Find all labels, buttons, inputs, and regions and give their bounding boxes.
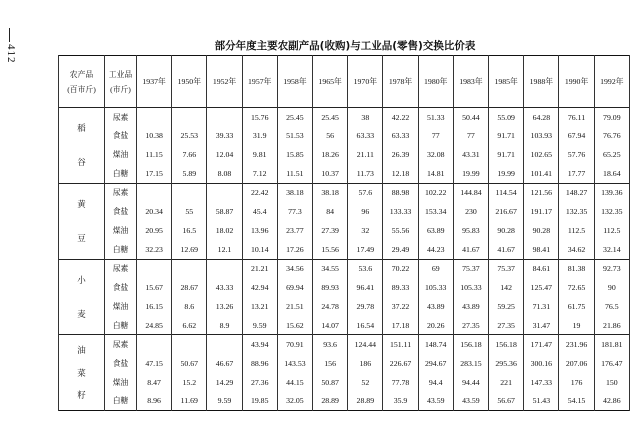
ratio-value-cell — [137, 259, 172, 278]
ratio-value-cell: 52 — [348, 373, 383, 392]
ratio-value-cell: 27.35 — [489, 316, 524, 335]
ratio-value-cell: 8.9 — [207, 316, 242, 335]
year-header: 1985年 — [489, 56, 524, 108]
ratio-value-cell: 50.87 — [313, 373, 348, 392]
ratio-value-cell: 15.85 — [277, 145, 312, 164]
ratio-value-cell: 13.26 — [207, 297, 242, 316]
ratio-value-cell: 18.02 — [207, 221, 242, 240]
year-header: 1983年 — [453, 56, 488, 108]
table-row — [59, 392, 630, 411]
industrial-item: 食盐 — [105, 126, 137, 145]
ratio-value-cell: 77.78 — [383, 373, 418, 392]
ratio-value-cell: 207.06 — [559, 354, 594, 373]
ratio-value-cell: 54.15 — [559, 392, 594, 411]
ratio-value-cell: 25.45 — [313, 108, 348, 127]
ratio-value-cell: 283.15 — [453, 354, 488, 373]
ratio-value-cell: 47.15 — [137, 354, 172, 373]
ratio-value-cell: 31.47 — [524, 316, 559, 335]
ratio-value-cell: 39.33 — [207, 126, 242, 145]
ratio-value-cell: 12.1 — [207, 240, 242, 259]
ratio-value-cell: 38.18 — [313, 183, 348, 202]
ratio-value-cell: 5.89 — [172, 164, 207, 183]
ratio-value-cell: 19.99 — [489, 164, 524, 183]
agri-product-char: 小 — [77, 274, 86, 285]
ratio-value-cell: 34.56 — [277, 259, 312, 278]
ratio-value-cell: 96.41 — [348, 278, 383, 297]
ratio-value-cell: 94.4 — [418, 373, 453, 392]
year-header: 1978年 — [383, 56, 418, 108]
agri-product-char: 谷 — [77, 157, 86, 168]
ratio-value-cell: 27.39 — [313, 221, 348, 240]
agri-product-char: 稻 — [77, 123, 86, 134]
ratio-value-cell: 58.87 — [207, 202, 242, 221]
ratio-value-cell: 10.14 — [242, 240, 277, 259]
ratio-value-cell: 20.95 — [137, 221, 172, 240]
page-number-rule — [9, 28, 10, 42]
ratio-value-cell: 34.62 — [559, 240, 594, 259]
table-row — [59, 202, 630, 221]
ratio-value-cell — [137, 183, 172, 202]
year-header: 1970年 — [348, 56, 383, 108]
ratio-value-cell: 31.9 — [242, 126, 277, 145]
ratio-value-cell: 14.81 — [418, 164, 453, 183]
ratio-value-cell: 91.71 — [489, 126, 524, 145]
industrial-item: 尿素 — [105, 108, 137, 127]
ratio-value-cell: 132.35 — [559, 202, 594, 221]
ratio-value-cell — [137, 108, 172, 127]
ratio-value-cell: 38 — [348, 108, 383, 127]
table-row — [59, 240, 630, 259]
year-header: 1965年 — [313, 56, 348, 108]
agri-header — [59, 56, 105, 108]
ratio-value-cell: 77.3 — [277, 202, 312, 221]
ratio-value-cell: 11.15 — [137, 145, 172, 164]
ratio-value-cell: 176 — [559, 373, 594, 392]
ratio-value-cell: 63.33 — [348, 126, 383, 145]
ratio-value-cell: 20.34 — [137, 202, 172, 221]
product-group — [59, 335, 630, 411]
ratio-value-cell: 102.65 — [524, 145, 559, 164]
header-row — [59, 56, 630, 108]
ratio-value-cell: 124.44 — [348, 335, 383, 354]
ratio-value-cell: 16.54 — [348, 316, 383, 335]
ratio-value-cell: 19.99 — [453, 164, 488, 183]
ratio-value-cell: 88.96 — [242, 354, 277, 373]
ratio-value-cell: 88.98 — [383, 183, 418, 202]
ratio-value-cell — [207, 108, 242, 127]
ratio-value-cell: 59.25 — [489, 297, 524, 316]
exchange-ratio-table — [58, 55, 630, 411]
industrial-item: 白糖 — [105, 164, 137, 183]
industrial-item: 尿素 — [105, 259, 137, 278]
year-header: 1980年 — [418, 56, 453, 108]
ratio-value-cell: 21.21 — [242, 259, 277, 278]
ratio-value-cell: 70.91 — [277, 335, 312, 354]
ratio-value-cell: 64.28 — [524, 108, 559, 127]
ratio-value-cell: 51.43 — [524, 392, 559, 411]
agri-unit: (百市斤) — [67, 84, 96, 94]
ratio-value-cell — [172, 335, 207, 354]
ratio-value-cell: 45.4 — [242, 202, 277, 221]
ratio-value-cell: 150 — [594, 373, 629, 392]
ratio-value-cell: 91.71 — [489, 145, 524, 164]
ratio-value-cell: 17.77 — [559, 164, 594, 183]
ratio-value-cell: 96 — [348, 202, 383, 221]
ratio-value-cell: 95.83 — [453, 221, 488, 240]
table-row — [59, 221, 630, 240]
ratio-value-cell — [207, 259, 242, 278]
ratio-value-cell — [172, 108, 207, 127]
ratio-value-cell: 50.44 — [453, 108, 488, 127]
ratio-value-cell: 75.37 — [453, 259, 488, 278]
ratio-value-cell: 29.49 — [383, 240, 418, 259]
ratio-value-cell: 142 — [489, 278, 524, 297]
ratio-value-cell: 25.53 — [172, 126, 207, 145]
ratio-value-cell: 56.67 — [489, 392, 524, 411]
ratio-value-cell: 72.65 — [559, 278, 594, 297]
ratio-value-cell: 17.15 — [137, 164, 172, 183]
industrial-item: 尿素 — [105, 335, 137, 354]
agri-product-name — [59, 335, 105, 411]
ratio-value-cell: 56 — [313, 126, 348, 145]
ratio-value-cell — [172, 259, 207, 278]
industrial-item: 煤油 — [105, 373, 137, 392]
ratio-value-cell: 147.33 — [524, 373, 559, 392]
ratio-value-cell: 15.56 — [313, 240, 348, 259]
ratio-value-cell: 112.5 — [559, 221, 594, 240]
ratio-value-cell: 26.39 — [383, 145, 418, 164]
ratio-value-cell: 22.42 — [242, 183, 277, 202]
ratio-value-cell: 21.86 — [594, 316, 629, 335]
ratio-value-cell: 35.9 — [383, 392, 418, 411]
ratio-value-cell: 89.33 — [383, 278, 418, 297]
industrial-item: 煤油 — [105, 221, 137, 240]
ratio-value-cell: 50.67 — [172, 354, 207, 373]
table-row — [59, 373, 630, 392]
table-row — [59, 278, 630, 297]
ratio-value-cell: 32.08 — [418, 145, 453, 164]
ratio-value-cell: 12.04 — [207, 145, 242, 164]
ratio-value-cell: 10.37 — [313, 164, 348, 183]
ratio-value-cell: 7.66 — [172, 145, 207, 164]
ratio-value-cell: 76.5 — [594, 297, 629, 316]
ratio-value-cell: 226.67 — [383, 354, 418, 373]
ind-label: 工业品 — [108, 69, 133, 79]
table-row — [59, 259, 630, 278]
ratio-value-cell: 19.85 — [242, 392, 277, 411]
ratio-value-cell: 156.18 — [489, 335, 524, 354]
ratio-value-cell: 34.55 — [313, 259, 348, 278]
ratio-value-cell: 55 — [172, 202, 207, 221]
ratio-value-cell: 14.07 — [313, 316, 348, 335]
ratio-value-cell: 84 — [313, 202, 348, 221]
ratio-value-cell: 9.59 — [242, 316, 277, 335]
ind-header — [105, 56, 137, 108]
ratio-value-cell: 51.53 — [277, 126, 312, 145]
ratio-value-cell: 11.73 — [348, 164, 383, 183]
ratio-value-cell: 77 — [453, 126, 488, 145]
ratio-value-cell: 156 — [313, 354, 348, 373]
ratio-value-cell: 17.26 — [277, 240, 312, 259]
ratio-value-cell: 76.76 — [594, 126, 629, 145]
ratio-value-cell: 29.78 — [348, 297, 383, 316]
ratio-value-cell: 77 — [418, 126, 453, 145]
ratio-value-cell: 181.81 — [594, 335, 629, 354]
ratio-value-cell: 43.59 — [418, 392, 453, 411]
ratio-value-cell: 121.56 — [524, 183, 559, 202]
industrial-item: 尿素 — [105, 183, 137, 202]
agri-product-char: 菜 — [77, 367, 86, 378]
ratio-value-cell: 18.64 — [594, 164, 629, 183]
ratio-value-cell: 70.22 — [383, 259, 418, 278]
ratio-value-cell: 133.33 — [383, 202, 418, 221]
ratio-value-cell: 98.41 — [524, 240, 559, 259]
ratio-value-cell: 43.59 — [453, 392, 488, 411]
ratio-value-cell: 55.56 — [383, 221, 418, 240]
ratio-value-cell: 10.38 — [137, 126, 172, 145]
year-header: 1988年 — [524, 56, 559, 108]
table-row — [59, 145, 630, 164]
industrial-item: 煤油 — [105, 145, 137, 164]
ratio-value-cell — [172, 183, 207, 202]
ratio-value-cell: 102.22 — [418, 183, 453, 202]
ratio-value-cell: 17.49 — [348, 240, 383, 259]
ratio-value-cell: 11.51 — [277, 164, 312, 183]
ratio-value-cell: 105.33 — [453, 278, 488, 297]
industrial-item: 食盐 — [105, 278, 137, 297]
ratio-value-cell: 151.11 — [383, 335, 418, 354]
ratio-value-cell: 24.78 — [313, 297, 348, 316]
ratio-value-cell: 89.93 — [313, 278, 348, 297]
year-header: 1990年 — [559, 56, 594, 108]
ratio-value-cell: 28.89 — [313, 392, 348, 411]
ratio-value-cell: 19 — [559, 316, 594, 335]
year-header: 1950年 — [172, 56, 207, 108]
ratio-value-cell: 230 — [453, 202, 488, 221]
ind-unit: (市斤) — [110, 84, 131, 94]
ratio-value-cell: 13.21 — [242, 297, 277, 316]
ratio-value-cell: 25.45 — [277, 108, 312, 127]
ratio-value-cell: 17.18 — [383, 316, 418, 335]
year-header: 1957年 — [242, 56, 277, 108]
ratio-value-cell: 7.12 — [242, 164, 277, 183]
ratio-value-cell: 9.81 — [242, 145, 277, 164]
table-title: 部分年度主要农副产品(收购)与工业品(零售)交换比价表 — [214, 40, 476, 52]
ratio-value-cell: 63.89 — [418, 221, 453, 240]
ratio-value-cell: 32.23 — [137, 240, 172, 259]
ratio-value-cell: 42.86 — [594, 392, 629, 411]
ratio-value-cell: 11.69 — [172, 392, 207, 411]
ratio-value-cell: 90 — [594, 278, 629, 297]
ratio-value-cell: 41.67 — [489, 240, 524, 259]
ratio-value-cell: 132.35 — [594, 202, 629, 221]
ratio-value-cell: 143.53 — [277, 354, 312, 373]
ratio-value-cell: 171.47 — [524, 335, 559, 354]
product-group — [59, 183, 630, 259]
agri-product-char: 油 — [77, 344, 86, 355]
year-header: 1952年 — [207, 56, 242, 108]
ratio-value-cell: 37.22 — [383, 297, 418, 316]
year-header: 1992年 — [594, 56, 629, 108]
table-row — [59, 183, 630, 202]
ratio-value-cell: 43.89 — [453, 297, 488, 316]
ratio-value-cell — [207, 335, 242, 354]
ratio-value-cell: 221 — [489, 373, 524, 392]
product-group — [59, 108, 630, 184]
ratio-value-cell: 84.61 — [524, 259, 559, 278]
ratio-value-cell — [137, 335, 172, 354]
ratio-value-cell: 8.08 — [207, 164, 242, 183]
ratio-value-cell: 57.6 — [348, 183, 383, 202]
industrial-item: 食盐 — [105, 354, 137, 373]
ratio-value-cell: 27.35 — [453, 316, 488, 335]
ratio-value-cell: 153.34 — [418, 202, 453, 221]
ratio-value-cell: 71.31 — [524, 297, 559, 316]
industrial-item: 食盐 — [105, 202, 137, 221]
ratio-value-cell: 16.5 — [172, 221, 207, 240]
ratio-value-cell: 9.59 — [207, 392, 242, 411]
ratio-value-cell: 12.69 — [172, 240, 207, 259]
ratio-value-cell: 20.26 — [418, 316, 453, 335]
ratio-value-cell: 21.51 — [277, 297, 312, 316]
ratio-value-cell: 32.14 — [594, 240, 629, 259]
agri-product-char: 黄 — [77, 199, 86, 210]
table-row — [59, 335, 630, 354]
ratio-value-cell: 51.33 — [418, 108, 453, 127]
ratio-value-cell: 79.09 — [594, 108, 629, 127]
product-group — [59, 259, 630, 335]
ratio-value-cell: 144.84 — [453, 183, 488, 202]
ratio-value-cell: 27.36 — [242, 373, 277, 392]
ratio-value-cell: 12.18 — [383, 164, 418, 183]
ratio-value-cell: 18.26 — [313, 145, 348, 164]
ratio-value-cell: 15.62 — [277, 316, 312, 335]
ratio-value-cell: 43.33 — [207, 278, 242, 297]
ratio-value-cell: 125.47 — [524, 278, 559, 297]
ratio-value-cell: 103.93 — [524, 126, 559, 145]
table-row — [59, 164, 630, 183]
ratio-value-cell: 13.96 — [242, 221, 277, 240]
ratio-value-cell: 8.6 — [172, 297, 207, 316]
ratio-value-cell: 176.47 — [594, 354, 629, 373]
ratio-value-cell: 42.94 — [242, 278, 277, 297]
ratio-value-cell: 61.75 — [559, 297, 594, 316]
agri-product-name — [59, 183, 105, 259]
ratio-value-cell: 139.36 — [594, 183, 629, 202]
ratio-value-cell: 41.67 — [453, 240, 488, 259]
ratio-value-cell: 44.23 — [418, 240, 453, 259]
industrial-item: 白糖 — [105, 392, 137, 411]
ratio-value-cell: 14.29 — [207, 373, 242, 392]
ratio-value-cell: 81.38 — [559, 259, 594, 278]
ratio-value-cell: 67.94 — [559, 126, 594, 145]
ratio-value-cell: 69.94 — [277, 278, 312, 297]
ratio-value-cell: 94.44 — [453, 373, 488, 392]
ratio-value-cell: 90.28 — [524, 221, 559, 240]
ratio-value-cell: 156.18 — [453, 335, 488, 354]
ratio-value-cell: 23.77 — [277, 221, 312, 240]
ratio-value-cell: 112.5 — [594, 221, 629, 240]
ratio-value-cell: 53.6 — [348, 259, 383, 278]
ratio-value-cell: 191.17 — [524, 202, 559, 221]
industrial-item: 煤油 — [105, 297, 137, 316]
ratio-value-cell: 294.67 — [418, 354, 453, 373]
page-number: 412 — [5, 44, 17, 64]
industrial-item: 白糖 — [105, 240, 137, 259]
ratio-value-cell: 216.67 — [489, 202, 524, 221]
ratio-value-cell: 44.15 — [277, 373, 312, 392]
year-header: 1937年 — [137, 56, 172, 108]
ratio-value-cell: 63.33 — [383, 126, 418, 145]
ratio-value-cell: 28.67 — [172, 278, 207, 297]
ratio-value-cell: 21.11 — [348, 145, 383, 164]
ratio-value-cell: 148.27 — [559, 183, 594, 202]
ratio-value-cell: 43.31 — [453, 145, 488, 164]
ratio-value-cell: 231.96 — [559, 335, 594, 354]
year-header: 1958年 — [277, 56, 312, 108]
table-row — [59, 108, 630, 127]
agri-product-char: 麦 — [77, 308, 86, 319]
ratio-value-cell: 6.62 — [172, 316, 207, 335]
ratio-value-cell: 75.37 — [489, 259, 524, 278]
ratio-value-cell: 43.89 — [418, 297, 453, 316]
ratio-value-cell: 28.89 — [348, 392, 383, 411]
ratio-value-cell: 15.76 — [242, 108, 277, 127]
ratio-value-cell: 32.05 — [277, 392, 312, 411]
ratio-value-cell: 46.67 — [207, 354, 242, 373]
table-row — [59, 316, 630, 335]
ratio-value-cell: 92.73 — [594, 259, 629, 278]
ratio-value-cell: 55.09 — [489, 108, 524, 127]
ratio-value-cell: 148.74 — [418, 335, 453, 354]
ratio-value-cell: 15.2 — [172, 373, 207, 392]
ratio-value-cell: 8.47 — [137, 373, 172, 392]
ratio-value-cell: 90.28 — [489, 221, 524, 240]
ratio-value-cell: 105.33 — [418, 278, 453, 297]
ratio-value-cell: 38.18 — [277, 183, 312, 202]
agri-product-name — [59, 108, 105, 184]
table-row — [59, 297, 630, 316]
ratio-value-cell: 93.6 — [313, 335, 348, 354]
ratio-value-cell: 300.16 — [524, 354, 559, 373]
agri-product-char: 豆 — [77, 233, 86, 244]
ratio-value-cell: 32 — [348, 221, 383, 240]
agri-product-name — [59, 259, 105, 335]
ratio-value-cell: 76.11 — [559, 108, 594, 127]
ratio-value-cell: 42.22 — [383, 108, 418, 127]
ratio-value-cell: 43.94 — [242, 335, 277, 354]
ratio-value-cell: 8.96 — [137, 392, 172, 411]
ratio-value-cell — [207, 183, 242, 202]
agri-product-char: 籽 — [77, 390, 86, 401]
ratio-value-cell: 295.36 — [489, 354, 524, 373]
agri-label: 农产品 — [69, 69, 94, 79]
ratio-value-cell: 114.54 — [489, 183, 524, 202]
table-row — [59, 354, 630, 373]
ratio-value-cell: 101.41 — [524, 164, 559, 183]
ratio-value-cell: 16.15 — [137, 297, 172, 316]
ratio-value-cell: 57.76 — [559, 145, 594, 164]
ratio-value-cell: 65.25 — [594, 145, 629, 164]
ratio-value-cell: 69 — [418, 259, 453, 278]
ratio-value-cell: 24.85 — [137, 316, 172, 335]
table-row — [59, 126, 630, 145]
industrial-item: 白糖 — [105, 316, 137, 335]
ratio-value-cell: 15.67 — [137, 278, 172, 297]
ratio-value-cell: 186 — [348, 354, 383, 373]
